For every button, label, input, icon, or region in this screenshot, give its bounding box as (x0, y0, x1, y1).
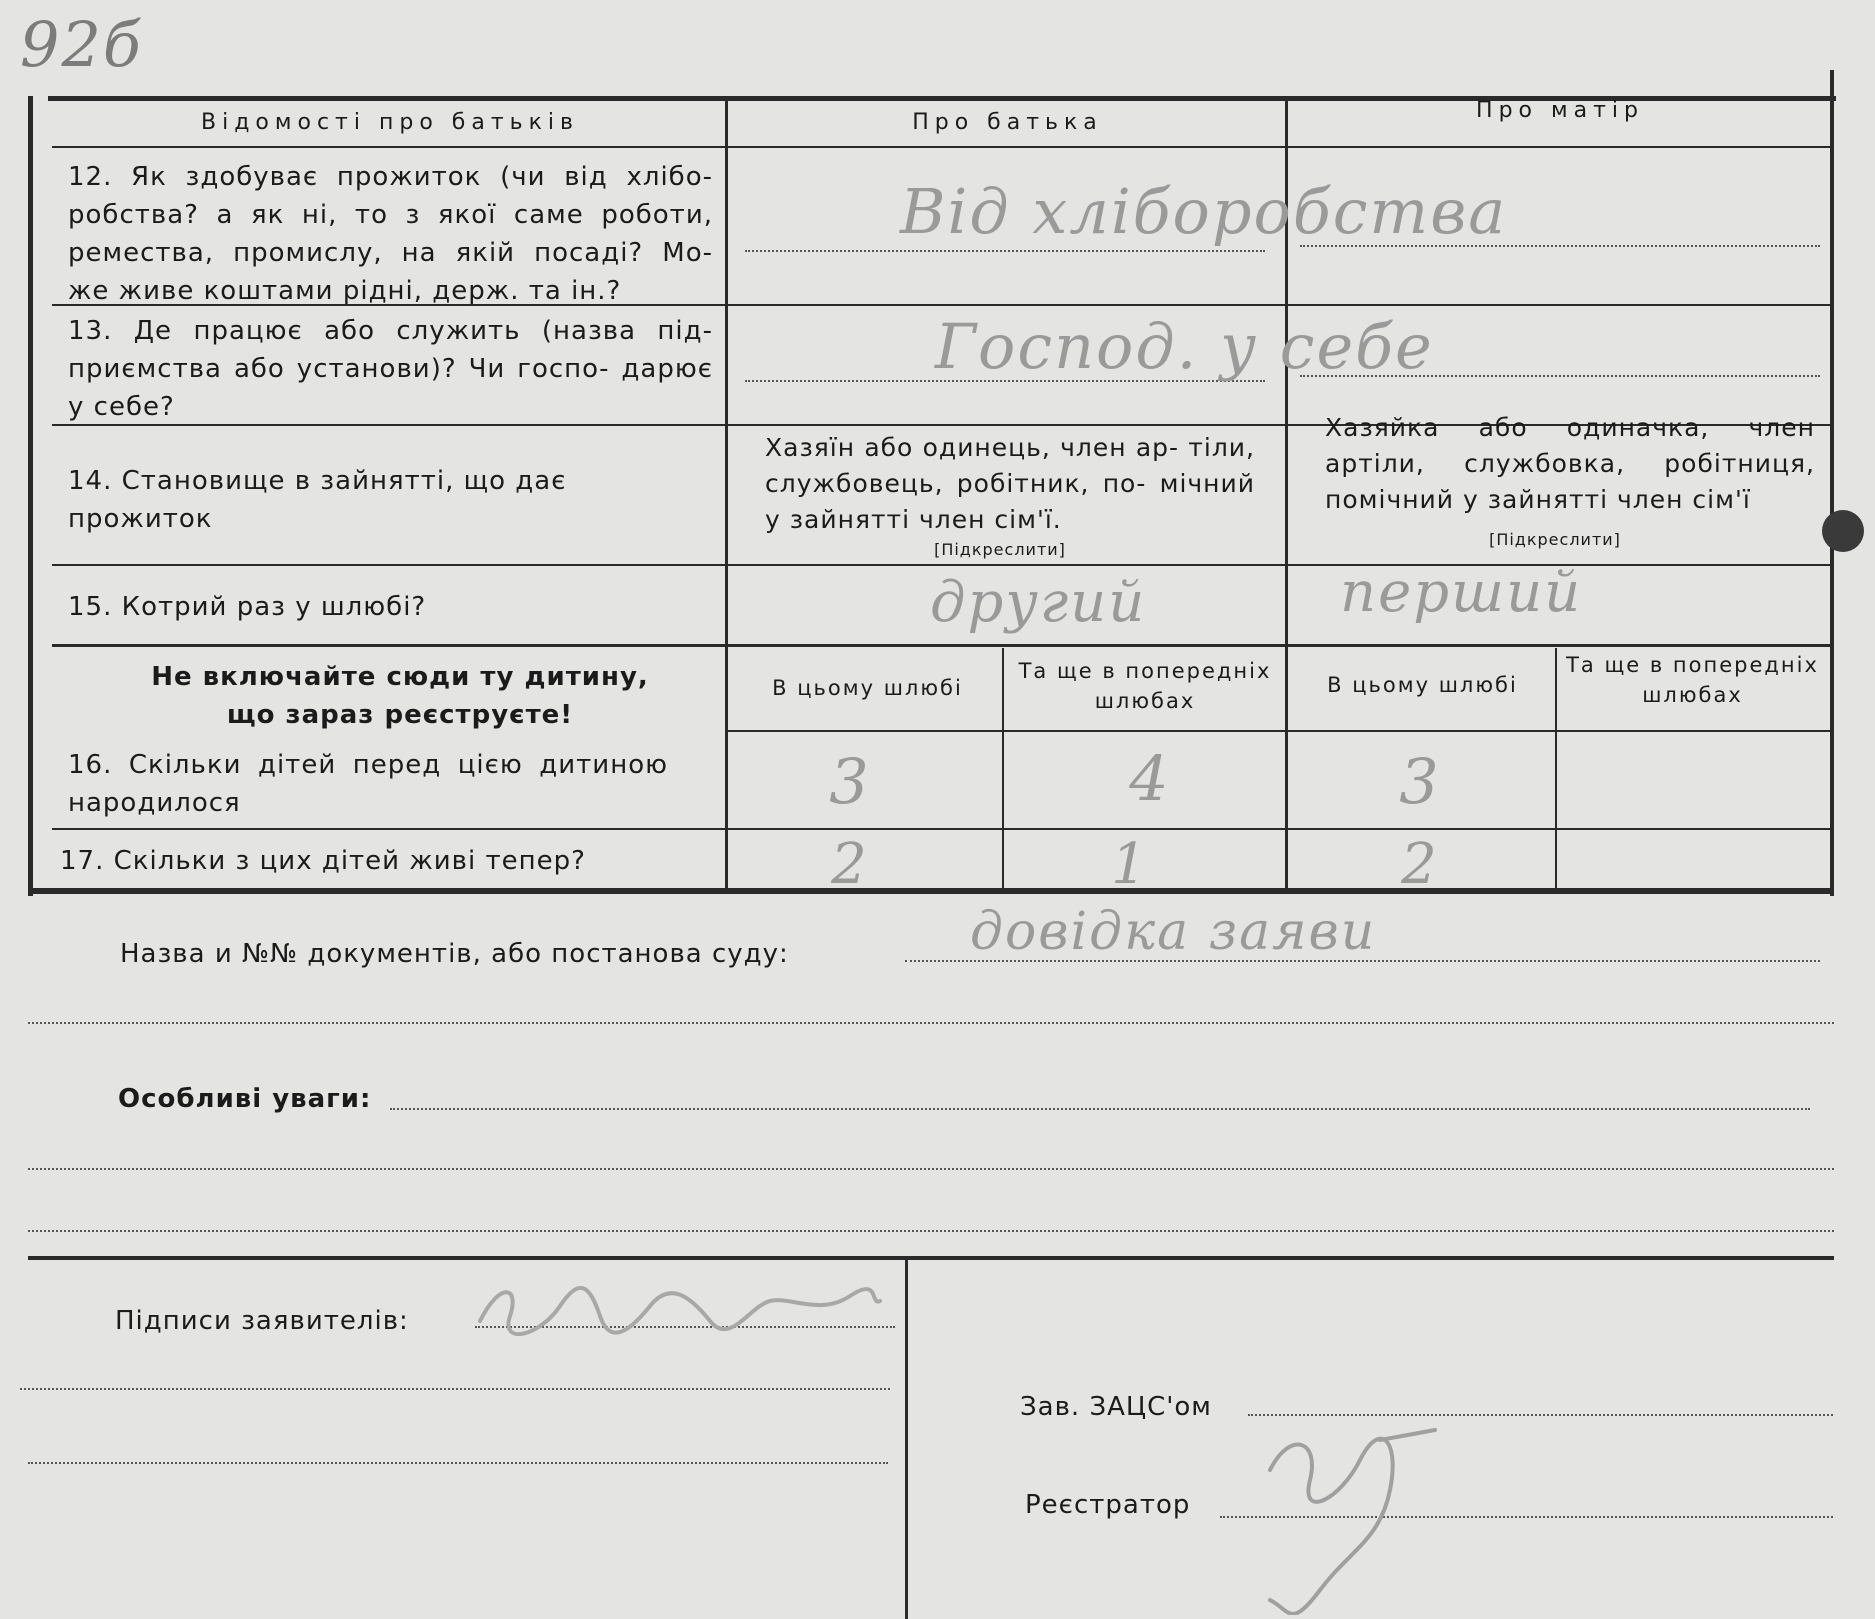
remarks-label: Особливі уваги: (118, 1084, 372, 1114)
subheader-father-prev: Та ще в попередніх шлюбах (1018, 659, 1272, 713)
signatures-line-2[interactable] (20, 1388, 890, 1390)
row-divider-subheader (728, 730, 1830, 732)
q17-mother-this[interactable]: 2 (1401, 832, 1439, 897)
header-mother: Про матір (1476, 98, 1644, 123)
q12-answer[interactable]: Від хліборобства (900, 175, 1508, 248)
q15-mother[interactable]: перший (1340, 560, 1583, 625)
table-bottom-border (28, 888, 1834, 894)
q16-father-this[interactable]: 3 (829, 745, 871, 818)
footer-vertical-divider (905, 1260, 908, 1619)
q12-father-line (745, 250, 1265, 252)
q14-mother-hint: [Підкреслити] (1489, 530, 1621, 549)
q17-father-prev[interactable]: 1 (1111, 832, 1149, 897)
col-divider-1 (725, 101, 728, 888)
remarks-line-1[interactable] (390, 1108, 1810, 1110)
q14-mother-options[interactable]: Хазяйка або одиначка, член артіли, службовка, робітниця, помічний у зайнятті член сім'ї (1325, 413, 1815, 514)
q13-answer[interactable]: Господ. у себе (935, 310, 1434, 383)
documents-value[interactable]: довідка заяви (970, 902, 1377, 962)
q14-label: 14. Становище в зайнятті, що дає прожиток (68, 466, 567, 534)
applicant-signature (470, 1276, 890, 1346)
q16-father-prev[interactable]: 4 (1129, 742, 1171, 815)
remarks-line-2[interactable] (28, 1168, 1834, 1170)
table-right-border (1830, 70, 1834, 896)
header-info-label: Відомості про батьків (201, 110, 579, 135)
q15-father[interactable]: другий (930, 570, 1147, 635)
header-father: Про батька (912, 110, 1103, 135)
signatures-line-3[interactable] (28, 1462, 888, 1464)
table-left-border (28, 96, 33, 896)
q16-mother-this[interactable]: 3 (1399, 745, 1441, 818)
head-label: Зав. ЗАЦС'ом (1020, 1392, 1212, 1422)
q14-father-options[interactable]: Хазяїн або одинець, член ар- тіли, службовець, робітник, по- мічний у зайнятті член сім'ї. (765, 433, 1255, 534)
q14-father-hint: [Підкреслити] (934, 540, 1066, 559)
q12-label: 12. Як здобуває прожиток (чи від хлібо- робства? а як ні, то з якої саме роботи, ремества, промислу, на якій посаді? Мо- же живе коштами рідні, держ. та ін.? (68, 162, 713, 306)
children-note: Не включайте сюди ту дитину, що зараз реєструєте! (151, 662, 649, 730)
col-divider-mother-sub (1555, 648, 1557, 888)
row-divider-header (52, 146, 1830, 148)
footer-divider (28, 1256, 1834, 1260)
q15-label: 15. Котрий раз у шлюбі? (68, 592, 427, 622)
subheader-father-this: В цьому шлюбі (772, 676, 963, 700)
q16-label: 16. Скільки дітей перед цією дитиною народилося (68, 750, 668, 818)
subheader-mother-prev: Та ще в попередніх шлюбах (1566, 653, 1819, 707)
q17-father-this[interactable]: 2 (831, 832, 869, 897)
documents-line-2 (28, 1022, 1834, 1024)
registrar-signature (1230, 1410, 1460, 1615)
row-divider-15 (52, 644, 1830, 647)
binder-hole (1822, 510, 1864, 552)
archive-mark: 92б (20, 8, 143, 81)
signatures-label: Підписи заявителів: (115, 1306, 409, 1336)
q17-label: 17. Скільки з цих дітей живі тепер? (60, 846, 586, 876)
remarks-line-3[interactable] (28, 1230, 1834, 1232)
subheader-mother-this: В цьому шлюбі (1327, 673, 1518, 697)
row-divider-16 (52, 828, 1830, 830)
q13-label: 13. Де працює або служить (назва під- приємства або установи)? Чи госпо- дарює у себе? (68, 316, 713, 422)
col-divider-father-sub (1002, 648, 1004, 888)
registrar-label: Реєстратор (1025, 1490, 1191, 1520)
documents-label: Назва и №№ документів, або постанова суду: (120, 939, 789, 969)
